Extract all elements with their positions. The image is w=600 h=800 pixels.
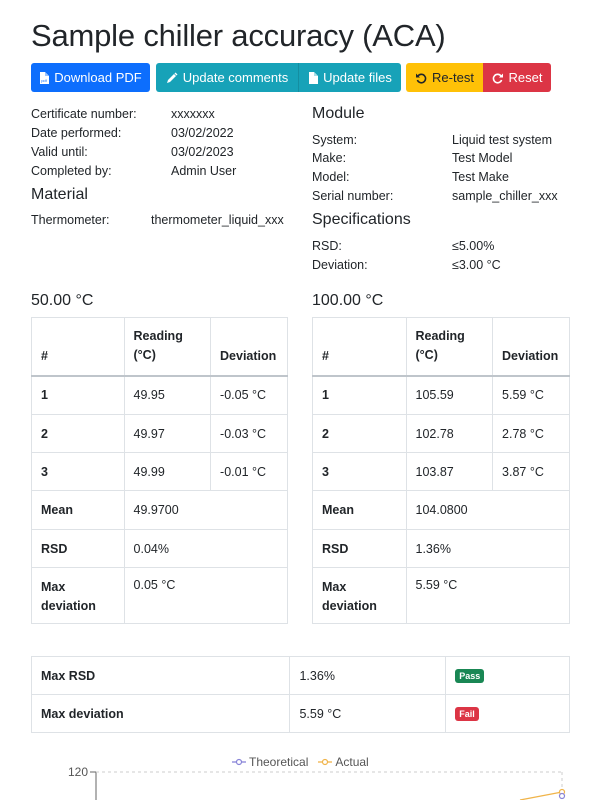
reset-label: Reset	[508, 70, 543, 85]
row-deviation: 3.87 °C	[493, 453, 570, 491]
system-label: System:	[312, 133, 358, 147]
summary-label: Max deviation	[32, 695, 290, 733]
legend-label-actual: Actual	[335, 755, 369, 769]
row-deviation: -0.03 °C	[211, 415, 288, 453]
summary-row-rsd	[32, 657, 570, 695]
table-100-heading: 100.00 °C	[312, 292, 384, 309]
row-reading: 103.87	[406, 453, 493, 491]
download-pdf-label: Download PDF	[54, 70, 142, 85]
rsd-spec-label: RSD:	[312, 239, 342, 253]
row-number: 1	[313, 376, 407, 415]
fail-badge: Fail	[455, 707, 479, 721]
undo-icon	[415, 72, 427, 84]
stat-label: Mean	[313, 491, 407, 530]
serial-number-label: Serial number:	[312, 189, 394, 203]
row-reading: 49.95	[124, 376, 211, 415]
stat-label: Mean	[32, 491, 125, 530]
table-row	[32, 453, 288, 491]
accuracy-chart	[0, 765, 600, 800]
pass-badge: Pass	[455, 669, 484, 683]
table-header-row	[32, 318, 288, 376]
max-deviation-row	[313, 568, 570, 624]
thermometer-label: Thermometer:	[31, 213, 110, 227]
retest-label: Re-test	[432, 70, 474, 85]
summary-table	[31, 656, 570, 733]
row-number: 2	[313, 415, 407, 453]
update-files-label: Update files	[323, 70, 392, 85]
row-reading: 105.59	[406, 376, 493, 415]
completed-by-label: Completed by:	[31, 164, 112, 178]
stat-value: 1.36%	[406, 530, 570, 568]
stat-value: 5.59 °C	[406, 568, 570, 624]
row-deviation: 2.78 °C	[493, 415, 570, 453]
valid-until-value: 03/02/2023	[171, 145, 234, 159]
deviation-spec-value: ≤3.00 °C	[452, 258, 501, 272]
row-deviation: -0.01 °C	[211, 453, 288, 491]
serial-number-value: sample_chiller_xxx	[452, 189, 558, 203]
table-row	[313, 415, 570, 453]
thermometer-value: thermometer_liquid_xxx	[151, 213, 284, 227]
summary-status-cell	[446, 695, 570, 733]
model-value: Test Make	[452, 170, 509, 184]
mean-row	[313, 491, 570, 530]
svg-text:pdf: pdf	[41, 77, 48, 83]
file-pdf-icon	[39, 72, 49, 84]
summary-value: 5.59 °C	[290, 695, 446, 733]
row-reading: 49.97	[124, 415, 211, 453]
redo-icon	[492, 72, 504, 84]
make-label: Make:	[312, 151, 347, 165]
module-heading: Module	[312, 105, 365, 122]
table-header-row	[313, 318, 570, 376]
table-row	[313, 376, 570, 415]
table-row	[313, 453, 570, 491]
row-deviation: -0.05 °C	[211, 376, 288, 415]
make-value: Test Model	[452, 151, 513, 165]
rsd-spec-value: ≤5.00%	[452, 239, 495, 253]
completed-by-value: Admin User	[171, 164, 237, 178]
col-deviation: Deviation	[211, 318, 288, 376]
stat-label: Max deviation	[313, 568, 407, 624]
table-row	[32, 376, 288, 415]
stat-value: 0.04%	[124, 530, 287, 568]
update-comments-label: Update comments	[182, 70, 289, 85]
stat-label: Max deviation	[32, 568, 125, 624]
date-performed-value: 03/02/2022	[171, 126, 234, 140]
stat-label: RSD	[313, 530, 407, 568]
retest-button[interactable]	[406, 63, 483, 92]
deviation-spec-label: Deviation:	[312, 258, 368, 272]
material-heading: Material	[31, 186, 88, 203]
table-row	[32, 415, 288, 453]
col-reading: Reading (°C)	[406, 318, 493, 376]
rsd-row	[32, 530, 288, 568]
row-number: 2	[32, 415, 125, 453]
date-performed-label: Date performed:	[31, 126, 122, 140]
row-deviation: 5.59 °C	[493, 376, 570, 415]
readings-table-100	[312, 317, 570, 624]
system-value: Liquid test system	[452, 133, 553, 147]
row-number: 1	[32, 376, 125, 415]
specifications-heading: Specifications	[312, 211, 411, 228]
mean-row	[32, 491, 288, 530]
readings-table-50	[31, 317, 288, 624]
row-reading: 102.78	[406, 415, 493, 453]
download-pdf-button[interactable]	[31, 63, 150, 92]
stat-label: RSD	[32, 530, 125, 568]
stat-value: 49.9700	[124, 491, 287, 530]
valid-until-label: Valid until:	[31, 145, 88, 159]
row-reading: 49.99	[124, 453, 211, 491]
legend-label-theoretical: Theoretical	[249, 755, 309, 769]
y-tick-label: 120	[67, 765, 88, 779]
row-number: 3	[32, 453, 125, 491]
stat-value: 104.0800	[406, 491, 570, 530]
summary-value: 1.36%	[290, 657, 446, 695]
update-comments-button[interactable]	[156, 63, 298, 92]
max-deviation-row	[32, 568, 288, 624]
row-number: 3	[313, 453, 407, 491]
model-label: Model:	[312, 170, 350, 184]
col-number: #	[32, 318, 125, 376]
col-deviation: Deviation	[493, 318, 570, 376]
theoretical-point	[560, 794, 565, 799]
update-files-button[interactable]	[298, 63, 401, 92]
pencil-icon	[166, 72, 178, 84]
col-reading: Reading (°C)	[124, 318, 211, 376]
summary-status-cell	[446, 657, 570, 695]
col-number: #	[313, 318, 407, 376]
certificate-number-value: xxxxxxx	[171, 107, 215, 121]
file-icon	[308, 72, 318, 84]
reset-button[interactable]	[483, 63, 551, 92]
rsd-row	[313, 530, 570, 568]
summary-label: Max RSD	[32, 657, 290, 695]
table-50-heading: 50.00 °C	[31, 292, 94, 309]
stat-value: 0.05 °C	[124, 568, 287, 624]
actual-series-line	[520, 792, 562, 800]
certificate-number-label: Certificate number:	[31, 107, 137, 121]
summary-row-deviation	[32, 695, 570, 733]
page-title: Sample chiller accuracy (ACA)	[31, 18, 446, 53]
